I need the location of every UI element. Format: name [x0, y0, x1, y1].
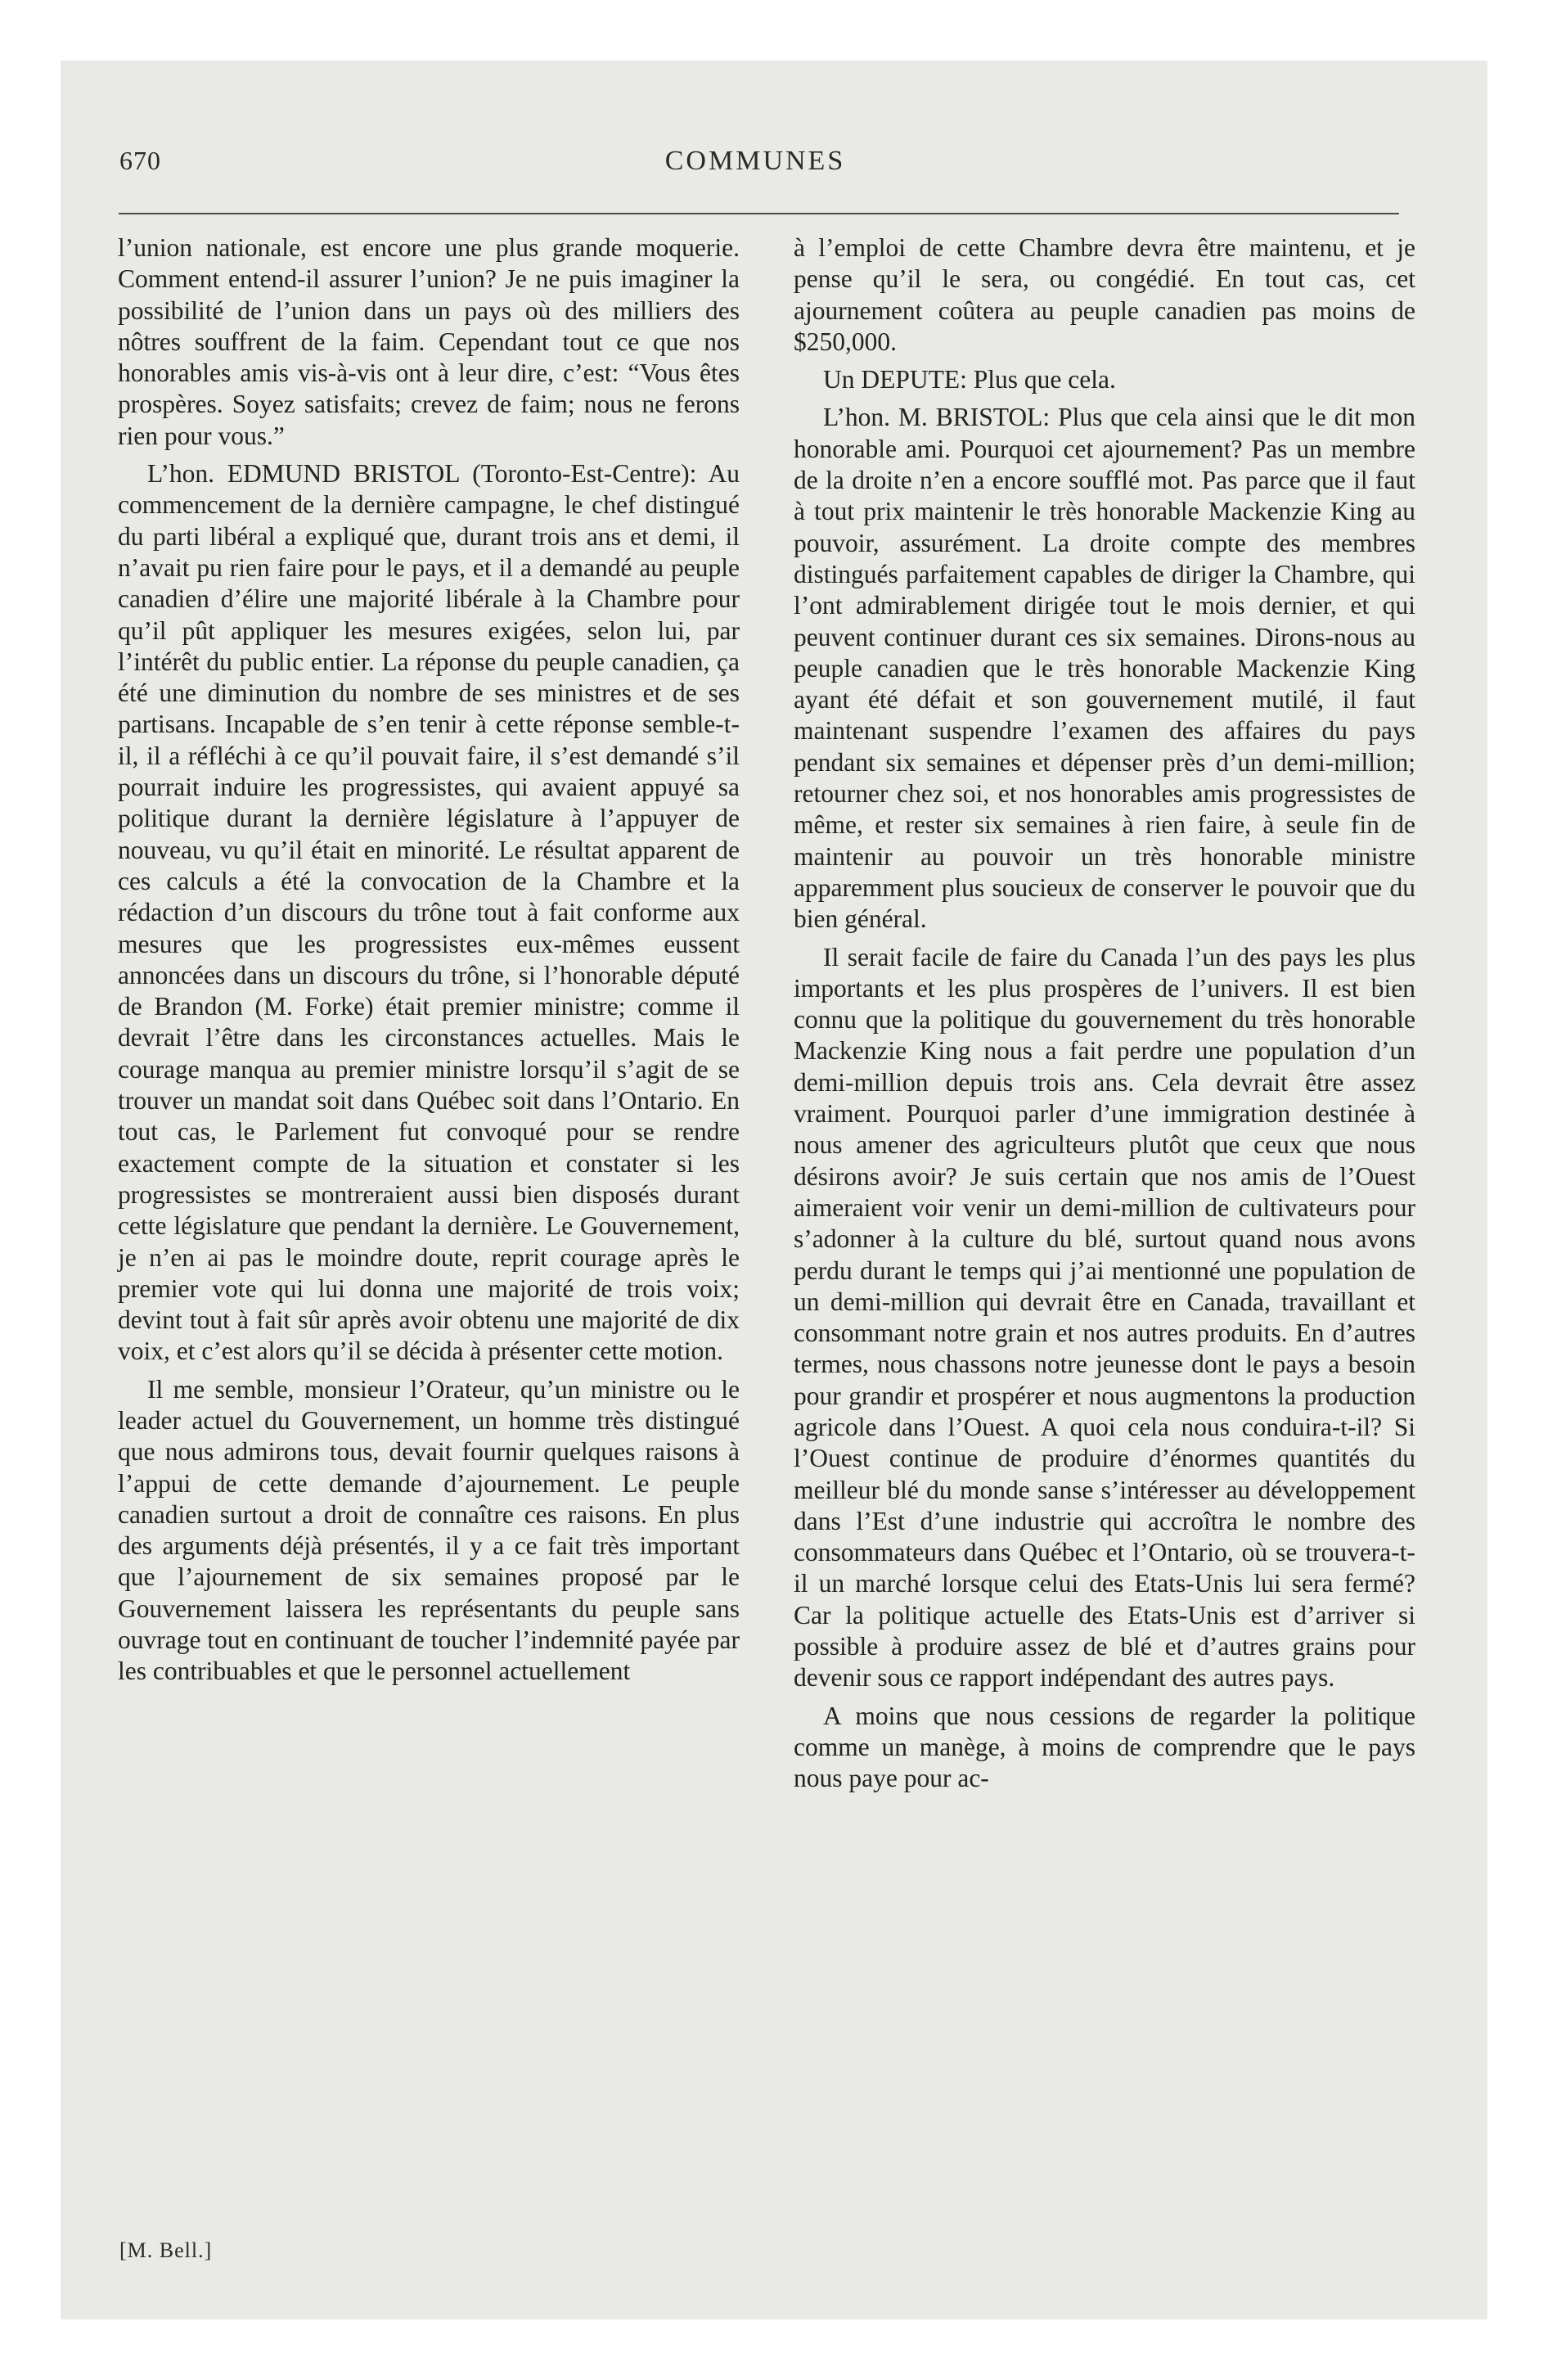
- paragraph: Il me semble, monsieur l’Orateur, qu’un ministre ou le leader actuel du Gouvernement, un homme très distingué que nous admirons tous, devait fournir quelques raisons à l’appui de cette demande d’ajournement. Le peuple canadien surtout a droit de connaître ces raisons. En plus des arguments déjà présentés, il y a ce fait très important que l’ajournement de six semaines proposé par le Gouvernement laissera les représentants du peuple sans ouvrage tout en continuant de toucher l’indemnité payée par les contribuables et que le personnel actuellement: [118, 1374, 740, 1686]
- page-number: 670: [119, 146, 161, 175]
- running-head: COMMUNES: [664, 146, 846, 176]
- right-column: [794, 232, 1415, 1795]
- header-rule: [119, 213, 1399, 214]
- paragraph: Un DEPUTE: Plus que cela.: [823, 365, 1116, 394]
- speaker-footer: [M. Bell.]: [119, 2238, 213, 2262]
- paragraph: L’hon. M. BRISTOL: Plus que cela ainsi que le dit mon honorable ami. Pourquoi cet ajournement? Pas un membre de la droite n’en a encore soufflé mot. Pas parce que il faut à tout prix maintenir le très honorable Mackenzie King au pouvoir, assurément. La droite compte des membres distingués parfaitement capables de diriger la Chambre, qui l’ont admirablement dirigée tout le mois dernier, et qui peuvent continuer durant ces six semaines. Dirons-nous au peuple canadien que le très honorable Mackenzie King ayant été défait et son gouvernement mutilé, il faut maintenant suspendre l’examen des affaires du pays pendant six semaines et dépenser près d’un demi-million; retourner chez soi, et nos honorables amis progressistes de même, et rester six semaines à rien faire, à seule fin de maintenir au pouvoir un très honorable ministre apparemment plus soucieux de conserver le pouvoir que du bien général.: [794, 403, 1415, 934]
- page-header: [113, 146, 1397, 187]
- left-column: [118, 232, 740, 1688]
- paragraph: à l’emploi de cette Chambre devra être maintenu, et je pense qu’il le sera, ou congédié. En tout cas, cet ajournement coûtera au peuple canadien pas moins de $250,000.: [794, 233, 1415, 356]
- paragraph: A moins que nous cessions de regarder la politique comme un manège, à moins de comprendre que le pays nous paye pour ac-: [794, 1701, 1415, 1793]
- paragraph: Il serait facile de faire du Canada l’un des pays les plus importants et les plus prospères de l’univers. Il est bien connu que la politique du gouvernement du très honorable Mackenzie King nous a fait perdre une population d’un demi-million depuis trois ans. Cela devrait être assez vraiment. Pourquoi parler d’une immigration destinée à nous amener des agriculteurs plutôt que ceux que nous désirons avoir? Je suis certain que nos amis de l’Ouest aimeraient voir venir un demi-million de cultivateurs pour s’adonner à la culture du blé, surtout quand nous avons perdu durant le temps qui j’ai mentionné une population de un demi-million qui devrait être en Canada, travaillant et consommant notre grain et nos autres produits. En d’autres termes, nous chassons notre jeunesse dont le pays a besoin pour grandir et prospérer et nous augmentons la production agricole dans l’Ouest. A quoi cela nous conduira-t-il? Si l’Ouest continue de produire d’énormes quantités du meilleur blé du monde sanse s’intéresser au développement dans l’Est d’une industrie qui accroîtra le nombre des consommateurs dans Québec et l’Ontario, où se trouvera-t-il un marché lorsque celui des Etats-Unis lui sera fermé? Car la politique actuelle des Etats-Unis est d’arriver si possible à produire assez de blé et d’autres grains pour devenir sous ce rapport indépendant des autres pays.: [794, 942, 1415, 1693]
- paragraph: l’union nationale, est encore une plus grande moquerie. Comment entend-il assurer l’union? Je ne puis imaginer la possibilité de l’union dans un pays où des milliers des nôtres souffrent de la faim. Cependant tout ce que nos honorables amis vis-à-vis ont à leur dire, c’est: “Vous êtes prospères. Soyez satisfaits; crevez de faim; nous ne ferons rien pour vous.”: [118, 233, 740, 450]
- paragraph: L’hon. EDMUND BRISTOL (Toronto-Est-Centre): Au commencement de la dernière campagne, le chef distingué du parti libéral a expliqué que, durant trois ans et demi, il n’avait pu rien faire pour le pays, et il a demandé au peuple canadien d’élire une majorité libérale à la Chambre pour qu’il pût appliquer les mesures exigées, selon lui, par l’intérêt du public entier. La réponse du peuple canadien, ça été une diminution du nombre de ses ministres et de ses partisans. Incapable de s’en tenir à cette réponse semble-t-il, il a réfléchi à ce qu’il pouvait faire, il s’est demandé s’il pourrait induire les progressistes, qui avaient appuyé sa politique durant la dernière législature à l’appuyer de nouveau, vu qu’il était en minorité. Le résultat apparent de ces calculs a été la convocation de la Chambre et la rédaction d’un discours du trône tout à fait conforme aux mesures que les progressistes eux-mêmes eussent annoncées dans un discours du trône, si l’honorable député de Brandon (M. Forke) était premier ministre; comme il devrait l’être dans les circonstances actuelles. Mais le courage manqua au premier ministre lorsqu’il s’agit de se trouver un mandat soit dans Québec soit dans l’Ontario. En tout cas, le Parlement fut convoqué pour se rendre exactement compte de la situation et constater si les progressistes se montreraient aussi bien disposés durant cette législature que pendant la dernière. Le Gouvernement, je n’en ai pas le moindre doute, reprit courage après le premier vote qui lui donna une majorité de trois voix; devint tout à fait sûr après avoir obtenu une majorité de dix voix, et c’est alors qu’il se décida à présenter cette motion.: [118, 459, 740, 1366]
